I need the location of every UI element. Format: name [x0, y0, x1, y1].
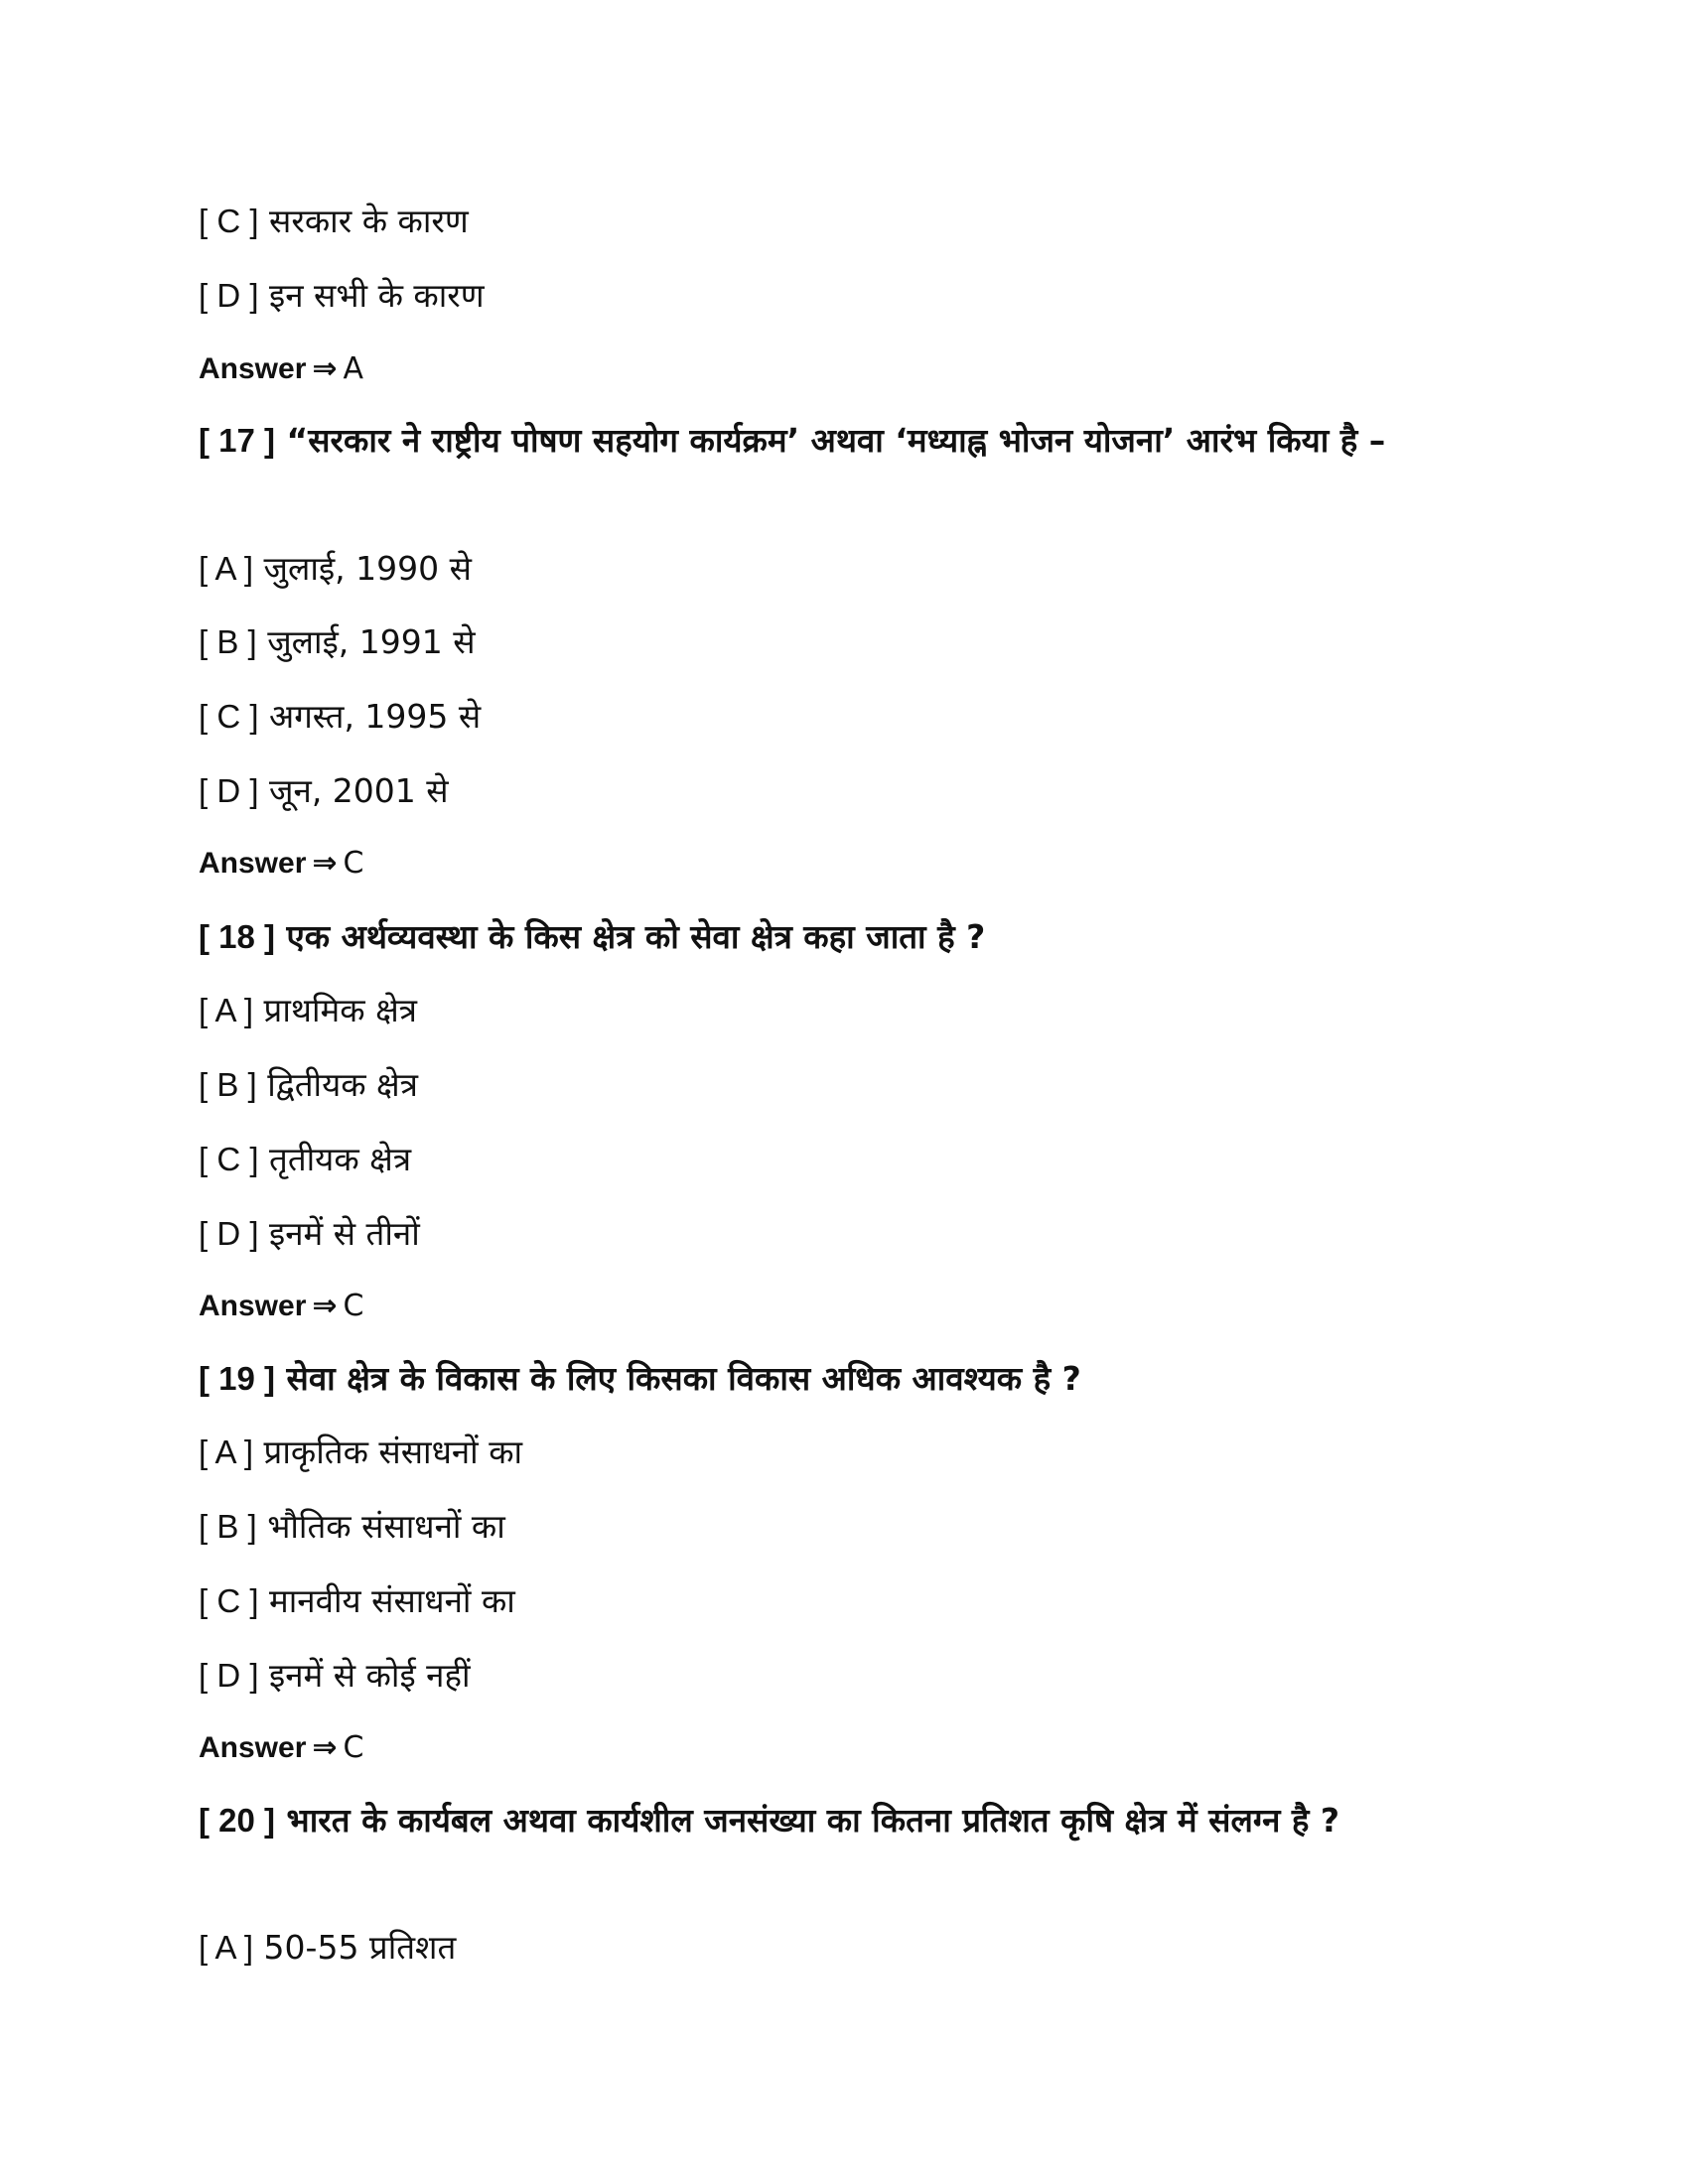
option-q17-b — [199, 622, 476, 662]
option-label: [ D ] — [199, 1215, 259, 1252]
option-q19-b — [199, 1507, 505, 1547]
option-text: मानवीय संसाधनों का — [269, 1581, 515, 1620]
arrow-icon: ⇒ — [312, 846, 338, 881]
option-text: अगस्त, 1995 से — [269, 697, 482, 736]
question-text: भारत के कार्यबल अथवा कार्यशील जनसंख्या का कितना प्रतिशत कृषि क्षेत्र में संलग्न है ? — [286, 1801, 1340, 1840]
question-text: सेवा क्षेत्र के विकास के लिए किसका विकास अधिक आवश्यक है ? — [286, 1359, 1081, 1398]
option-label: [ A ] — [199, 1433, 254, 1470]
answer-q16 — [199, 349, 363, 389]
question-number: [ 20 ] — [199, 1802, 276, 1839]
question-19 — [199, 1353, 1499, 1405]
answer-label: Answer — [199, 1290, 307, 1322]
option-label: [ C ] — [199, 1141, 259, 1177]
answer-value: C — [343, 1289, 364, 1323]
option-q18-b — [199, 1065, 418, 1105]
arrow-icon: ⇒ — [312, 1730, 338, 1765]
option-text: जुलाई, 1990 से — [263, 549, 472, 588]
option-label: [ C ] — [199, 1582, 259, 1619]
option-label: [ C ] — [199, 203, 259, 239]
option-text: इन सभी के कारण — [269, 276, 485, 315]
option-q16-c — [199, 202, 469, 241]
option-label: [ A ] — [199, 992, 254, 1028]
answer-q19 — [199, 1728, 363, 1768]
question-number: [ 17 ] — [199, 422, 276, 459]
answer-label: Answer — [199, 352, 307, 385]
option-q17-c — [199, 697, 481, 737]
option-q17-d — [199, 771, 449, 811]
option-text: तृतीयक क्षेत्र — [269, 1140, 412, 1178]
option-text: जुलाई, 1991 से — [267, 622, 476, 661]
option-label: [ D ] — [199, 772, 259, 809]
option-text: प्राकृतिक संसाधनों का — [263, 1433, 523, 1471]
question-number: [ 19 ] — [199, 1360, 276, 1397]
option-q19-d — [199, 1656, 471, 1696]
option-label: [ B ] — [199, 1066, 257, 1103]
option-q16-d — [199, 276, 485, 316]
option-q18-d — [199, 1214, 420, 1254]
option-label: [ A ] — [199, 550, 254, 587]
option-q17-a — [199, 549, 472, 589]
option-q18-a — [199, 991, 417, 1030]
option-label: [ A ] — [199, 1929, 254, 1966]
option-text: सरकार के कारण — [269, 202, 469, 240]
option-text: जून, 2001 से — [269, 771, 449, 810]
arrow-icon: ⇒ — [312, 351, 338, 386]
option-label: [ B ] — [199, 623, 257, 660]
question-number: [ 18 ] — [199, 918, 276, 955]
question-text: एक अर्थव्यवस्था के किस क्षेत्र को सेवा क्षेत्र कहा जाता है ? — [286, 917, 986, 956]
answer-label: Answer — [199, 1731, 307, 1764]
question-20 — [199, 1795, 1499, 1846]
answer-value: A — [343, 351, 364, 386]
question-17 — [199, 415, 1499, 467]
option-text: प्राथमिक क्षेत्र — [263, 991, 417, 1029]
option-text: 50-55 प्रतिशत — [263, 1928, 457, 1967]
option-text: इनमें से कोई नहीं — [269, 1656, 471, 1695]
answer-label: Answer — [199, 847, 307, 880]
answer-value: C — [343, 846, 364, 881]
answer-q17 — [199, 844, 363, 884]
option-text: द्वितीयक क्षेत्र — [267, 1065, 418, 1104]
option-text: इनमें से तीनों — [269, 1214, 420, 1253]
question-18 — [199, 911, 1499, 963]
answer-value: C — [343, 1730, 364, 1765]
option-q18-c — [199, 1140, 411, 1179]
option-q19-c — [199, 1581, 515, 1621]
answer-q18 — [199, 1287, 363, 1326]
option-label: [ B ] — [199, 1508, 257, 1545]
option-text: भौतिक संसाधनों का — [267, 1507, 505, 1546]
arrow-icon: ⇒ — [312, 1289, 338, 1323]
option-q19-a — [199, 1433, 522, 1472]
question-text: “सरकार ने राष्ट्रीय पोषण सहयोग कार्यक्रम’ अथवा ‘मध्याह्न भोजन योजना’ आरंभ किया है – — [286, 421, 1386, 460]
option-label: [ D ] — [199, 1657, 259, 1694]
option-label: [ C ] — [199, 698, 259, 735]
option-label: [ D ] — [199, 277, 259, 314]
option-q20-a — [199, 1928, 456, 1968]
